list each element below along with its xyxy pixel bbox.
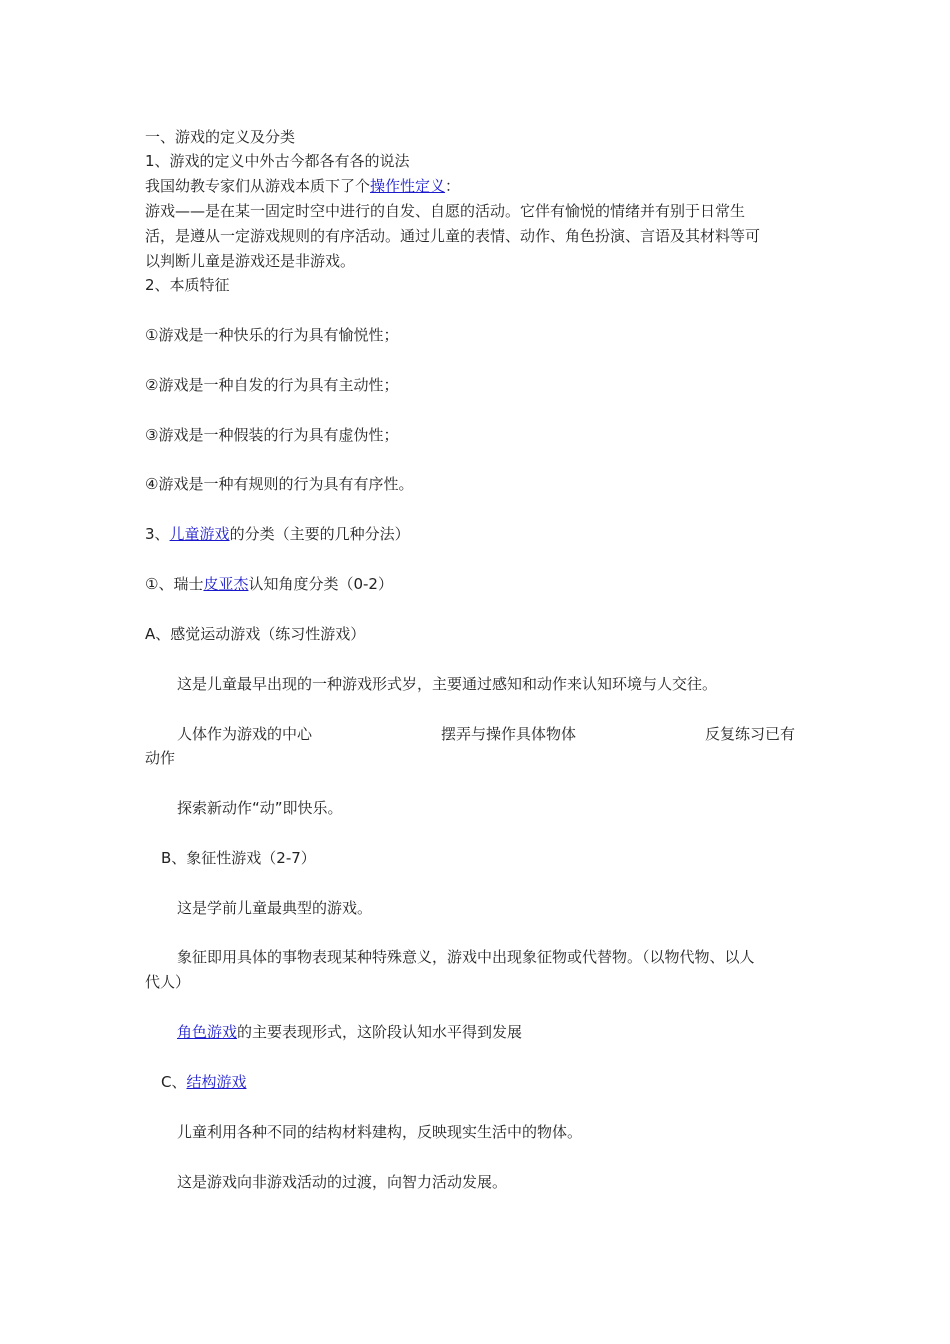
role-play-text: 的主要表现形式，这阶段认知水平得到发展 [237, 1023, 523, 1041]
link-childrens-games[interactable]: 儿童游戏 [169, 525, 230, 543]
category-b-paragraph-3 [177, 1020, 522, 1044]
category-b-paragraph-2-line-2: 代人） [145, 973, 191, 991]
category-b-title: B、象征性游戏（2-7） [161, 849, 316, 867]
piaget-prefix: ①、瑞士 [145, 575, 204, 593]
feature-item-3: ③游戏是一种假装的行为具有虚伪性； [145, 426, 399, 444]
feature-item-1: ①游戏是一种快乐的行为具有愉悦性； [145, 326, 399, 344]
category-a-column-1: 人体作为游戏的中心 [177, 725, 313, 743]
category-c-paragraph-1: 儿童利用各种不同的结构材料建构，反映现实生活中的物体。 [177, 1123, 583, 1141]
category-a-paragraph-1: 这是儿童最早出现的一种游戏形式岁，主要通过感知和动作来认知环境与人交往。 [177, 675, 718, 693]
piaget-classification [145, 572, 393, 596]
classification-number: 3、 [145, 525, 170, 543]
link-operational-definition[interactable]: 操作性定义 [370, 177, 446, 195]
definition-intro-colon: ： [445, 177, 461, 195]
category-a-title: A、感觉运动游戏（练习性游戏） [145, 625, 366, 643]
category-c-prefix: C、 [161, 1073, 187, 1091]
category-a-column-3-wrap: 动作 [145, 749, 176, 767]
section-heading-1: 一、游戏的定义及分类 [145, 128, 296, 146]
classification-text: 的分类（主要的几种分法） [229, 525, 410, 543]
feature-item-4: ④游戏是一种有规则的行为具有有序性。 [145, 475, 414, 493]
piaget-suffix: 认知角度分类（0-2） [248, 575, 393, 593]
definition-paragraph-line-2: 活，是遵从一定游戏规则的有序活动。通过儿童的表情、动作、角色扮演、言语及其材料等可 [145, 227, 761, 245]
category-b-paragraph-1: 这是学前儿童最典型的游戏。 [177, 899, 373, 917]
link-construction-games[interactable]: 结构游戏 [186, 1073, 247, 1091]
definition-intro-text: 我国幼教专家们从游戏本质下了个 [145, 177, 371, 195]
link-piaget[interactable]: 皮亚杰 [203, 575, 249, 593]
category-a-column-3: 反复练习已有 [705, 725, 796, 743]
link-role-play[interactable]: 角色游戏 [177, 1023, 238, 1041]
subheading-essential-features: 2、本质特征 [145, 276, 230, 294]
feature-item-2: ②游戏是一种自发的行为具有主动性； [145, 376, 399, 394]
category-a-paragraph-3: 探索新动作“动”即快乐。 [177, 799, 343, 817]
subheading-definition: 1、游戏的定义中外古今都各有各的说法 [145, 152, 410, 170]
definition-intro [145, 174, 460, 198]
category-a-column-2: 摆弄与操作具体物体 [441, 725, 577, 743]
definition-paragraph-line-1: 游戏——是在某一固定时空中进行的自发、自愿的活动。它伴有愉悦的情绪并有别于日常生 [145, 202, 746, 220]
category-c-title [161, 1070, 247, 1094]
category-b-paragraph-2-line-1: 象征即用具体的事物表现某种特殊意义，游戏中出现象征物或代替物。（以物代物、以人 [177, 948, 755, 966]
category-c-paragraph-2: 这是游戏向非游戏活动的过渡，向智力活动发展。 [177, 1173, 508, 1191]
definition-paragraph-line-3: 以判断儿童是游戏还是非游戏。 [145, 252, 356, 270]
subheading-classification [145, 522, 410, 546]
